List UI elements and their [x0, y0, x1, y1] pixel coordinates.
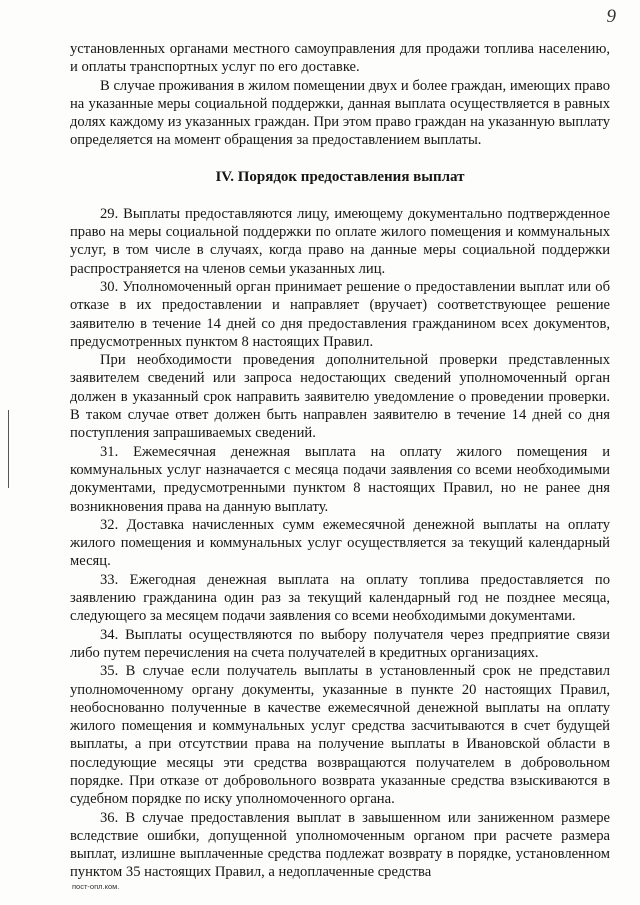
- section-heading: IV. Порядок предоставления выплат: [215, 168, 465, 185]
- paragraph-36: 36. В случае предоставления выплат в завышенном или заниженном размере вследствие ошибки, допущенной уполномоченным органом при расчете размера выплат, излишне выплаченные средства подлежат возврату в порядке, установленном пунктом 35 настоящих Правил, а недоплаченные средства: [70, 809, 610, 881]
- page-number: 9: [606, 6, 616, 27]
- paragraph-32: 32. Доставка начисленных сумм ежемесячной денежной выплаты на оплату жилого помещения и коммунальных услуг осуществляется за текущий календарный месяц.: [70, 516, 610, 570]
- paragraph-29: 29. Выплаты предоставляются лицу, имеющему документально подтвержденное право на меры социальной поддержки по оплате жилого помещения и коммунальных услуг, в том числе в случаях, когда право на данные меры социальной поддержки распространяется на членов семьи указанных лиц.: [70, 205, 610, 277]
- paragraph-31: 31. Ежемесячная денежная выплата на оплату жилого помещения и коммунальных услуг назначается с месяца подачи заявления со всеми необходимыми документами, предусмотренными пунктом 8 настоящих Правил, но не ранее дня возникновения права на данную выплату.: [70, 443, 610, 515]
- margin-mark: [8, 410, 9, 488]
- footer-filename: пост-опл.ком.: [72, 882, 120, 891]
- document-body: [70, 40, 610, 882]
- paragraph-cohabitation: В случае проживания в жилом помещении двух и более граждан, имеющих право на указанные меры социальной поддержки, данная выплата осуществляется в равных долях каждому из указанных граждан. При этом право граждан на указанную выплату определяется на момент обращения за предоставлением выплаты.: [70, 77, 610, 149]
- continuation-paragraph: установленных органами местного самоуправления для продажи топлива населению, и оплаты транспортных услуг по его доставке.: [70, 41, 610, 76]
- paragraph-30-additional-check: При необходимости проведения дополнительной проверки представленных заявителем сведений или запроса недостающих сведений уполномоченный орган должен в указанный срок направить заявителю уведомление о проведении проверки. В таком случае ответ должен быть направлен заявителю в течение 14 дней со дня поступления запрашиваемых сведений.: [70, 352, 610, 442]
- paragraph-34: 34. Выплаты осуществляются по выбору получателя через предприятие связи либо путем перечисления на счета получателей в кредитных организациях.: [70, 626, 610, 661]
- paragraph-33: 33. Ежегодная денежная выплата на оплату топлива предоставляется по заявлению гражданина один раз за текущий календарный год не позднее месяца, следующего за месяцем подачи заявления со всеми необходимыми документами.: [70, 571, 610, 625]
- paragraph-30: 30. Уполномоченный орган принимает решение о предоставлении выплат или об отказе в их предоставлении и направляет (вручает) соответствующее решение заявителю в течение 14 дней со дня предоставления гражданином всех документов, предусмотренных пунктом 8 настоящих Правил.: [70, 278, 610, 350]
- paragraph-35: 35. В случае если получатель выплаты в установленный срок не представил уполномоченному органу документы, указанные в пункте 20 настоящих Правил, необоснованно полученные в качестве ежемесячной денежной выплаты на оплату жилого помещения и коммунальных услуг средства засчитываются в счет будущей выплаты, а при отсутствии права на получение выплаты в Ивановской области в последующие месяцы эти средства возвращаются получателем в добровольном порядке. При отказе от добровольного возврата указанные средства взыскиваются в судебном порядке по иску уполномоченного органа.: [70, 663, 610, 808]
